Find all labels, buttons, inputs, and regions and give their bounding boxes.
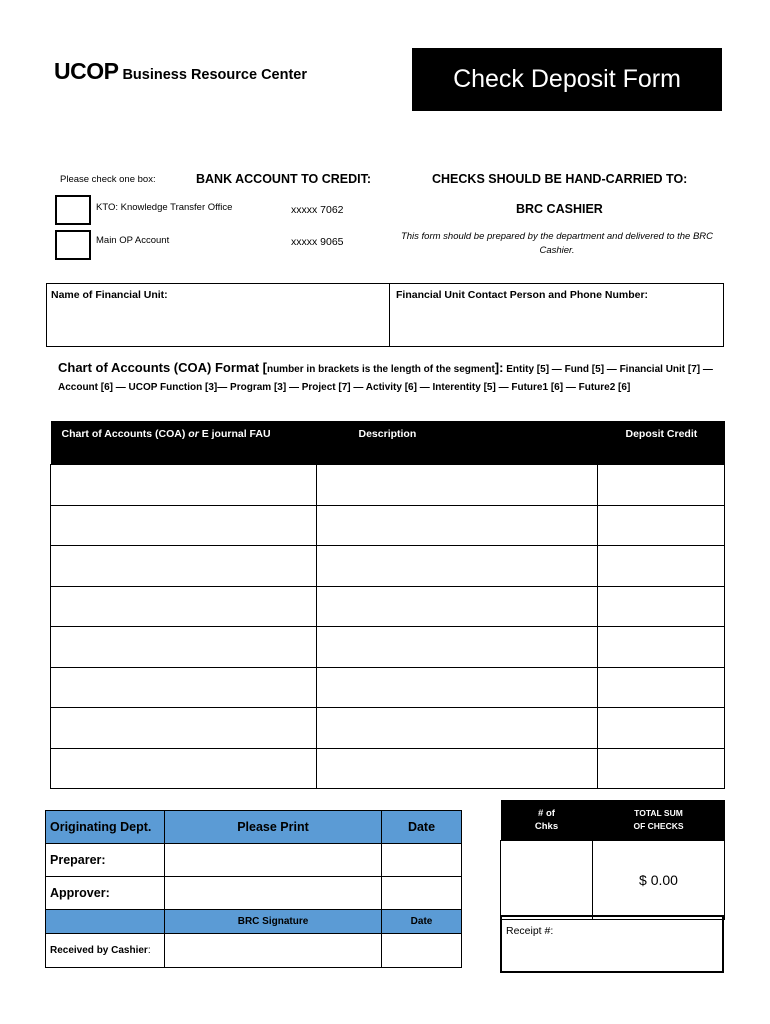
description-cell[interactable] [317,708,598,749]
financial-unit-name-field[interactable] [47,284,389,346]
preparer-row [46,844,462,877]
org-name: UCOP [54,58,119,84]
total-sum-header: TOTAL SUM OF CHECKS [593,800,725,841]
coa-format-text [58,359,718,397]
description-cell[interactable] [317,748,598,789]
table-row [51,586,725,627]
table-row [51,748,725,789]
brc-date-field[interactable] [382,934,462,968]
coa-format-title: Chart of Accounts (COA) Format [ [58,360,267,375]
main-op-option-label: Main OP Account [96,235,170,246]
brc-cashier-label: BRC CASHIER [516,202,603,216]
table-row [51,708,725,749]
brc-header-row [46,910,462,934]
please-print-label: Please Print [165,811,382,844]
coa-bracket-note: number in brackets is the length of the segment [266,364,495,375]
received-by-cashier-label: Received by Cashier: [46,934,165,968]
description-cell[interactable] [317,546,598,587]
num-checks-header: # of Chks [501,800,593,841]
coa-cell[interactable] [51,667,317,708]
coa-cell[interactable] [51,708,317,749]
coa-table-header [51,421,725,465]
totals-header-row [501,800,725,841]
table-row [51,627,725,668]
coa-segments: Entity [5] — Fund [5] — Financial Unit [7] — Account [6] — UCOP Function [3]— Program [3] — Project [7] — Activity [6] — Interentity [5] — Future1 [6] — Future2 [6] [58,364,713,393]
approver-label: Approver: [46,877,165,910]
brc-signature-field[interactable] [165,934,382,968]
financial-unit-box [46,283,724,347]
approver-date-field[interactable] [382,877,462,910]
delivery-note: This form should be prepared by the department and delivered to the BRC Cashier. [400,231,714,256]
preparer-date-field[interactable] [382,844,462,877]
coa-entry-table [50,421,725,789]
coa-cell[interactable] [51,505,317,546]
totals-table [500,800,725,920]
description-cell[interactable] [317,667,598,708]
financial-unit-contact-label: Financial Unit Contact Person and Phone Number: [396,289,649,301]
coa-cell[interactable] [51,748,317,789]
coa-cell[interactable] [51,465,317,506]
hand-carry-heading: CHECKS SHOULD BE HAND-CARRIED TO: [432,172,688,186]
coa-title-end: ]: [494,360,504,375]
receipt-number-label: Receipt #: [506,925,554,937]
brc-signature-label: BRC Signature [165,910,382,934]
preparer-label: Preparer: [46,844,165,877]
deposit-credit-cell[interactable] [598,627,725,668]
coa-cell[interactable] [51,586,317,627]
deposit-credit-cell[interactable] [598,748,725,789]
num-checks-field[interactable] [501,841,593,920]
coa-cell[interactable] [51,627,317,668]
main-op-account-number: xxxxx 9065 [291,236,344,248]
kto-checkbox[interactable] [55,195,91,225]
coa-column-header: Chart of Accounts (COA) or E journal FAU [51,421,317,465]
deposit-credit-cell[interactable] [598,546,725,587]
coa-cell[interactable] [51,546,317,587]
approver-name-field[interactable] [165,877,382,910]
deposit-credit-cell[interactable] [598,465,725,506]
table-row [51,667,725,708]
description-cell[interactable] [317,586,598,627]
deposit-credit-cell[interactable] [598,586,725,627]
bank-account-heading: BANK ACCOUNT TO CREDIT: [196,172,371,186]
signature-header-row [46,811,462,844]
financial-unit-contact-field[interactable] [389,284,723,346]
description-column-header: Description [317,421,598,465]
table-row [51,505,725,546]
kto-account-number: xxxxx 7062 [291,204,344,216]
approver-row [46,877,462,910]
table-row [51,546,725,587]
description-cell[interactable] [317,627,598,668]
received-row [46,934,462,968]
deposit-credit-column-header: Deposit Credit [598,421,725,465]
total-sum-value[interactable]: $ 0.00 [593,841,725,920]
brc-header-blank [46,910,165,934]
org-header [54,58,307,85]
deposit-credit-cell[interactable] [598,667,725,708]
financial-unit-name-label: Name of Financial Unit: [51,289,168,301]
deposit-credit-cell[interactable] [598,708,725,749]
description-cell[interactable] [317,465,598,506]
check-one-instruction: Please check one box: [60,174,156,185]
originating-dept-label: Originating Dept. [46,811,165,844]
preparer-name-field[interactable] [165,844,382,877]
main-op-checkbox[interactable] [55,230,91,260]
kto-option-label: KTO: Knowledge Transfer Office [96,202,233,213]
signature-table [45,810,462,968]
form-title: Check Deposit Form [412,48,722,111]
department-name: Business Resource Center [122,67,307,83]
brc-date-label: Date [382,910,462,934]
receipt-number-field[interactable] [500,915,724,973]
deposit-credit-cell[interactable] [598,505,725,546]
description-cell[interactable] [317,505,598,546]
table-row [51,465,725,506]
date-label: Date [382,811,462,844]
totals-value-row [501,841,725,920]
